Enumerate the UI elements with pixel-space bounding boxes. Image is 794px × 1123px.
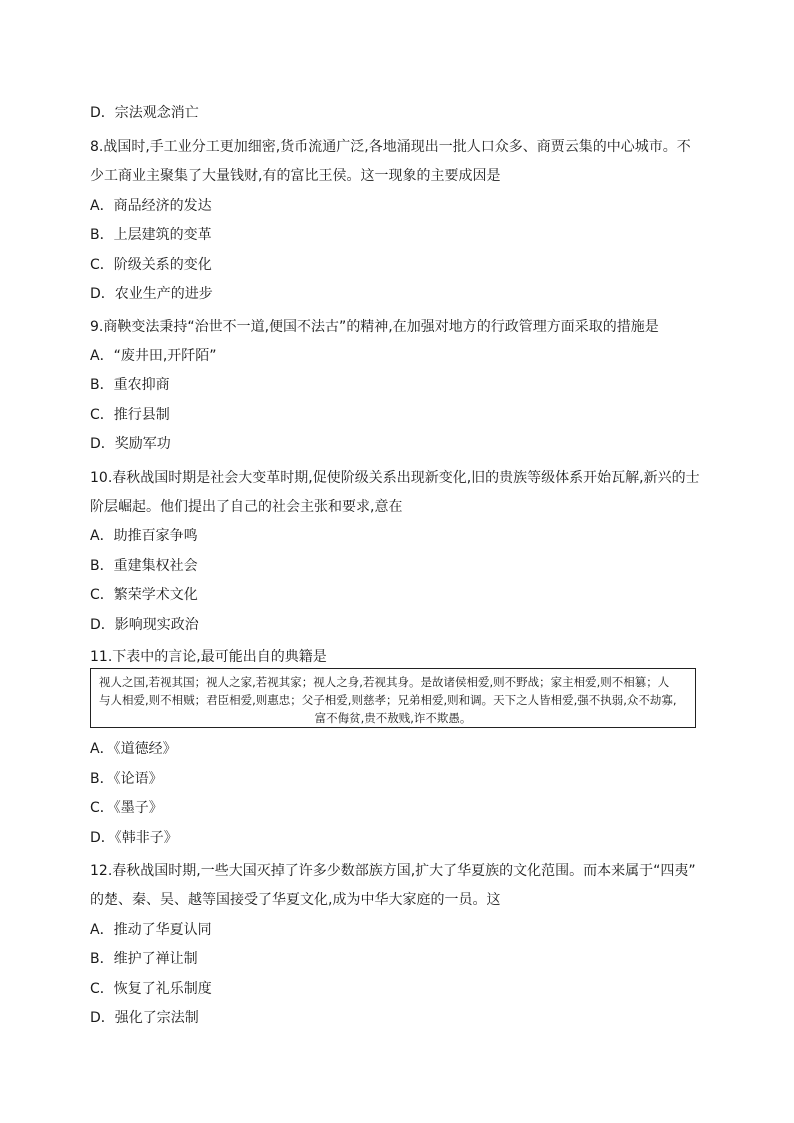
q10-option-c: C．繁荣学术文化 [90, 587, 198, 603]
q9-option-c: C．推行县制 [90, 407, 170, 423]
q9-option-b: B．重农抑商 [90, 377, 170, 393]
q11-option-d: D．《韩非子》 [90, 830, 178, 846]
q12-option-a: A．推动了华夏认同 [90, 922, 212, 938]
q11-stem-line-1: 11.下表中的言论,最可能出自的典籍是 [90, 649, 327, 665]
q11-quote-box [90, 668, 696, 728]
q10-option-a: A．助推百家争鸣 [90, 528, 198, 544]
q8-option-a: A．商品经济的发达 [90, 198, 212, 214]
q11-quote-line-1: 视人之国,若视其国；视人之家,若视其家；视人之身,若视其身。是故诸侯相爱,则不野战；家主相爱,则不相篡；人 [99, 675, 670, 689]
q7-option-d: D．宗法观念消亡 [90, 105, 199, 121]
q12-stem-line-2: 的楚、秦、吴、越等国接受了华夏文化,成为中华大家庭的一员。这 [90, 892, 501, 908]
q12-stem-line-1: 12.春秋战国时期,一些大国灭掉了许多少数部族方国,扩大了华夏族的文化范围。而本来属于“四夷” [90, 863, 696, 879]
q11-option-c: C．《墨子》 [90, 800, 163, 816]
q8-stem-line-1: 8.战国时,手工业分工更加细密,货币流通广泛,各地涌现出一批人口众多、商贾云集的中心城市。不 [90, 139, 691, 155]
q8-stem-line-2: 少工商业主聚集了大量钱财,有的富比王侯。这一现象的主要成因是 [90, 168, 501, 184]
q10-option-b: B．重建集权社会 [90, 558, 198, 574]
q9-option-d: D．奖励军功 [90, 436, 171, 452]
q8-option-d: D．农业生产的进步 [90, 286, 213, 302]
q11-option-b: B．《论语》 [90, 771, 163, 787]
q8-option-c: C．阶级关系的变化 [90, 257, 212, 273]
q11-option-a: A．《道德经》 [90, 741, 177, 757]
q9-option-a: A．“废井田,开阡陌” [90, 348, 217, 364]
q12-option-b: B．维护了禅让制 [90, 951, 198, 967]
q10-stem-line-2: 阶层崛起。他们提出了自己的社会主张和要求,意在 [90, 499, 403, 515]
q10-stem-line-1: 10.春秋战国时期是社会大变革时期,促使阶级关系出现新变化,旧的贵族等级体系开始瓦解,新兴的士 [90, 470, 700, 486]
q8-option-b: B．上层建筑的变革 [90, 227, 212, 243]
q11-quote-line-3: 富不侮贫,贵不敖贱,诈不欺愚。 [314, 711, 472, 725]
q12-option-d: D．强化了宗法制 [90, 1010, 199, 1026]
q9-stem-line-1: 9.商鞅变法秉持“治世不一道,便国不法古”的精神,在加强对地方的行政管理方面采取的措施是 [90, 319, 659, 335]
q11-quote-line-2: 与人相爱,则不相贼；君臣相爱,则惠忠；父子相爱,则慈孝；兄弟相爱,则和调。天下之人皆相爱,强不执弱,众不劫寡, [99, 693, 677, 707]
q12-option-c: C．恢复了礼乐制度 [90, 981, 212, 997]
q10-option-d: D．影响现实政治 [90, 617, 199, 633]
